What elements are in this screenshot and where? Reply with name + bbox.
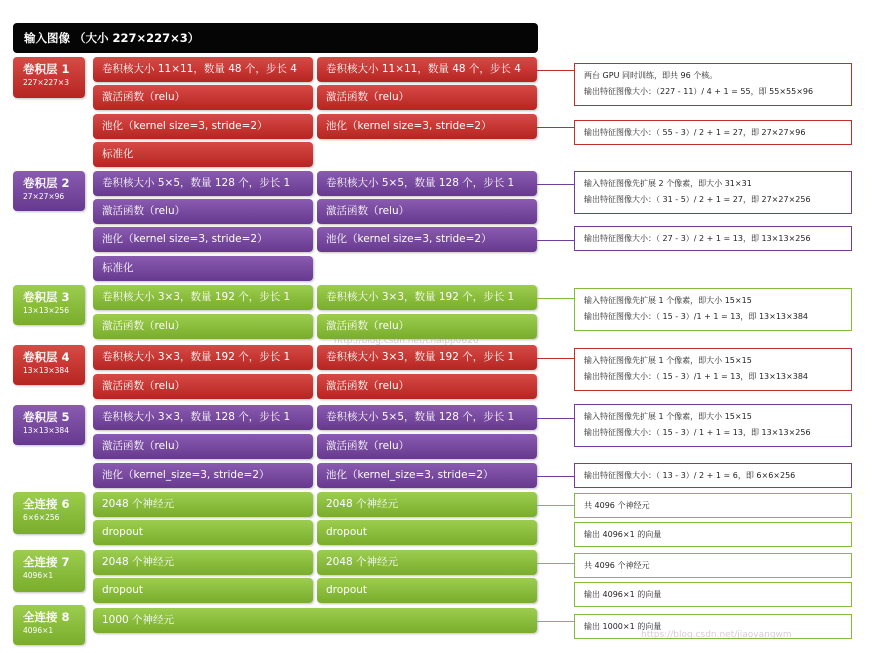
conv1-right-conv: 卷积核大小 11×11，数量 48 个，步长 4 [317,57,537,82]
fc6-right-dropout: dropout [317,520,537,545]
note-line: 输入特征图像先扩展 1 个像素，即大小 15×15 [584,296,752,305]
layer-title: 卷积层 2 [23,176,70,190]
note-line: 输出特征图像大小：（227 - 11）/ 4 + 1 = 55，即 55×55×96 [584,87,814,96]
connector-line [537,184,574,185]
fc6-right-neurons: 2048 个神经元 [317,492,537,517]
connector-line [537,505,574,506]
conv3-right-relu: 激活函数（relu） [317,314,537,339]
note-conv4-output [574,348,852,391]
layer-title: 卷积层 5 [23,410,70,424]
layer-size: 27×27×96 [23,192,65,201]
note-line: 输入特征图像先扩展 2 个像素，即大小 31×31 [584,179,752,188]
note-line: 输出 1000×1 的向量 [584,622,662,631]
fc7-right-dropout: dropout [317,578,537,603]
note-line: 输入特征图像先扩展 1 个像素，即大小 15×15 [584,412,752,421]
connector-line [537,358,574,359]
conv2-right-pool: 池化（kernel size=3, stride=2） [317,227,537,252]
note-fc7-neurons [574,553,852,578]
conv1-left-conv: 卷积核大小 11×11，数量 48 个，步长 4 [93,57,313,82]
note-conv5-output [574,404,852,447]
note-conv5-pool-output [574,463,852,488]
layer-title: 全连接 8 [23,610,70,624]
connector-line [537,418,574,419]
conv1-left-relu: 激活函数（relu） [93,85,313,110]
connector-line [537,127,574,128]
layer-size: 227×227×3 [23,78,69,87]
layer-title: 全连接 7 [23,555,70,569]
conv3-right-conv: 卷积核大小 3×3，数量 192 个，步长 1 [317,285,537,310]
conv3-left-conv: 卷积核大小 3×3，数量 192 个，步长 1 [93,285,313,310]
fc7-right-neurons: 2048 个神经元 [317,550,537,575]
conv5-right-conv: 卷积核大小 5×5，数量 128 个，步长 1 [317,405,537,430]
layer-size: 6×6×256 [23,513,60,522]
note-conv2-pool-output [574,226,852,251]
connector-line [537,70,574,71]
layer-size: 13×13×384 [23,426,69,435]
conv4-left-conv: 卷积核大小 3×3，数量 192 个，步长 1 [93,345,313,370]
note-line: 输出特征图像大小：（ 13 - 3）/ 2 + 1 = 6，即 6×6×256 [584,471,796,480]
connector-line [537,621,574,622]
layer-title: 卷积层 3 [23,290,70,304]
conv2-left-pool: 池化（kernel size=3, stride=2） [93,227,313,252]
layer-label-conv4 [13,345,85,385]
conv5-left-conv: 卷积核大小 3×3，数量 128 个，步长 1 [93,405,313,430]
layer-title: 卷积层 4 [23,350,70,364]
input-image-bar: 输入图像 （大小 227×227×3） [13,23,538,53]
conv2-left-conv: 卷积核大小 5×5，数量 128 个，步长 1 [93,171,313,196]
note-line: 共 4096 个神经元 [584,561,650,570]
layer-size: 13×13×384 [23,366,69,375]
note-line: 输出 4096×1 的向量 [584,590,662,599]
note-fc6-output [574,522,852,547]
note-line: 共 4096 个神经元 [584,501,650,510]
layer-title: 全连接 6 [23,497,70,511]
conv4-right-relu: 激活函数（relu） [317,374,537,399]
conv2-right-conv: 卷积核大小 5×5，数量 128 个，步长 1 [317,171,537,196]
conv1-right-pool: 池化（kernel size=3, stride=2） [317,114,537,139]
conv3-left-relu: 激活函数（relu） [93,314,313,339]
fc7-left-neurons: 2048 个神经元 [93,550,313,575]
conv2-norm: 标准化 [93,256,313,281]
fc6-left-neurons: 2048 个神经元 [93,492,313,517]
note-line: 输出特征图像大小：（ 55 - 3）/ 2 + 1 = 27，即 27×27×96 [584,128,806,137]
conv4-left-relu: 激活函数（relu） [93,374,313,399]
note-line: 输出特征图像大小：（ 15 - 3）/ 1 + 1 = 13，即 13×13×256 [584,428,811,437]
note-line: 输入特征图像先扩展 1 个像素，即大小 15×15 [584,356,752,365]
layer-size: 13×13×256 [23,306,69,315]
conv2-right-relu: 激活函数（relu） [317,199,537,224]
note-line: 输出特征图像大小：（ 15 - 3）/1 + 1 = 13，即 13×13×384 [584,312,808,321]
layer-size: 4096×1 [23,571,54,580]
watermark-bottom: https://blog.csdn.net/jiaoyangwm [641,630,792,640]
conv5-left-relu: 激活函数（relu） [93,434,313,459]
fc7-left-dropout: dropout [93,578,313,603]
note-conv3-output [574,288,852,331]
layer-label-fc8 [13,605,85,645]
fc6-left-dropout: dropout [93,520,313,545]
layer-label-conv5 [13,405,85,445]
connector-line [537,476,574,477]
connector-line [537,298,574,299]
layer-label-conv3 [13,285,85,325]
conv1-right-relu: 激活函数（relu） [317,85,537,110]
note-line: 输出特征图像大小：（ 15 - 3）/1 + 1 = 13，即 13×13×384 [584,372,808,381]
connector-line [537,563,574,564]
note-conv1-output [574,63,852,106]
note-line: 输出特征图像大小：（ 31 - 5）/ 2 + 1 = 27，即 27×27×256 [584,195,811,204]
note-fc6-neurons [574,493,852,518]
note-fc7-output [574,582,852,607]
note-line: 两台 GPU 同时训练，即共 96 个核。 [584,71,718,80]
layer-label-fc7 [13,550,85,592]
conv4-right-conv: 卷积核大小 3×3，数量 192 个，步长 1 [317,345,537,370]
note-conv1-pool-output [574,120,852,145]
conv5-left-pool: 池化（kernel_size=3, stride=2） [93,463,313,488]
layer-label-conv1 [13,57,85,98]
watermark-center: http://blog.csdn.net/chaipp0620 [334,336,479,346]
connector-line [537,240,574,241]
conv1-left-pool: 池化（kernel size=3, stride=2） [93,114,313,139]
note-line: 输出特征图像大小：（ 27 - 3）/ 2 + 1 = 13，即 13×13×256 [584,234,811,243]
conv5-right-pool: 池化（kernel_size=3, stride=2） [317,463,537,488]
conv2-left-relu: 激活函数（relu） [93,199,313,224]
conv1-norm: 标准化 [93,142,313,167]
note-conv2-output [574,171,852,214]
fc8-neurons: 1000 个神经元 [93,608,537,633]
layer-label-fc6 [13,492,85,534]
conv5-right-relu: 激活函数（relu） [317,434,537,459]
layer-size: 4096×1 [23,626,54,635]
layer-title: 卷积层 1 [23,62,70,76]
note-line: 输出 4096×1 的向量 [584,530,662,539]
layer-label-conv2 [13,171,85,211]
